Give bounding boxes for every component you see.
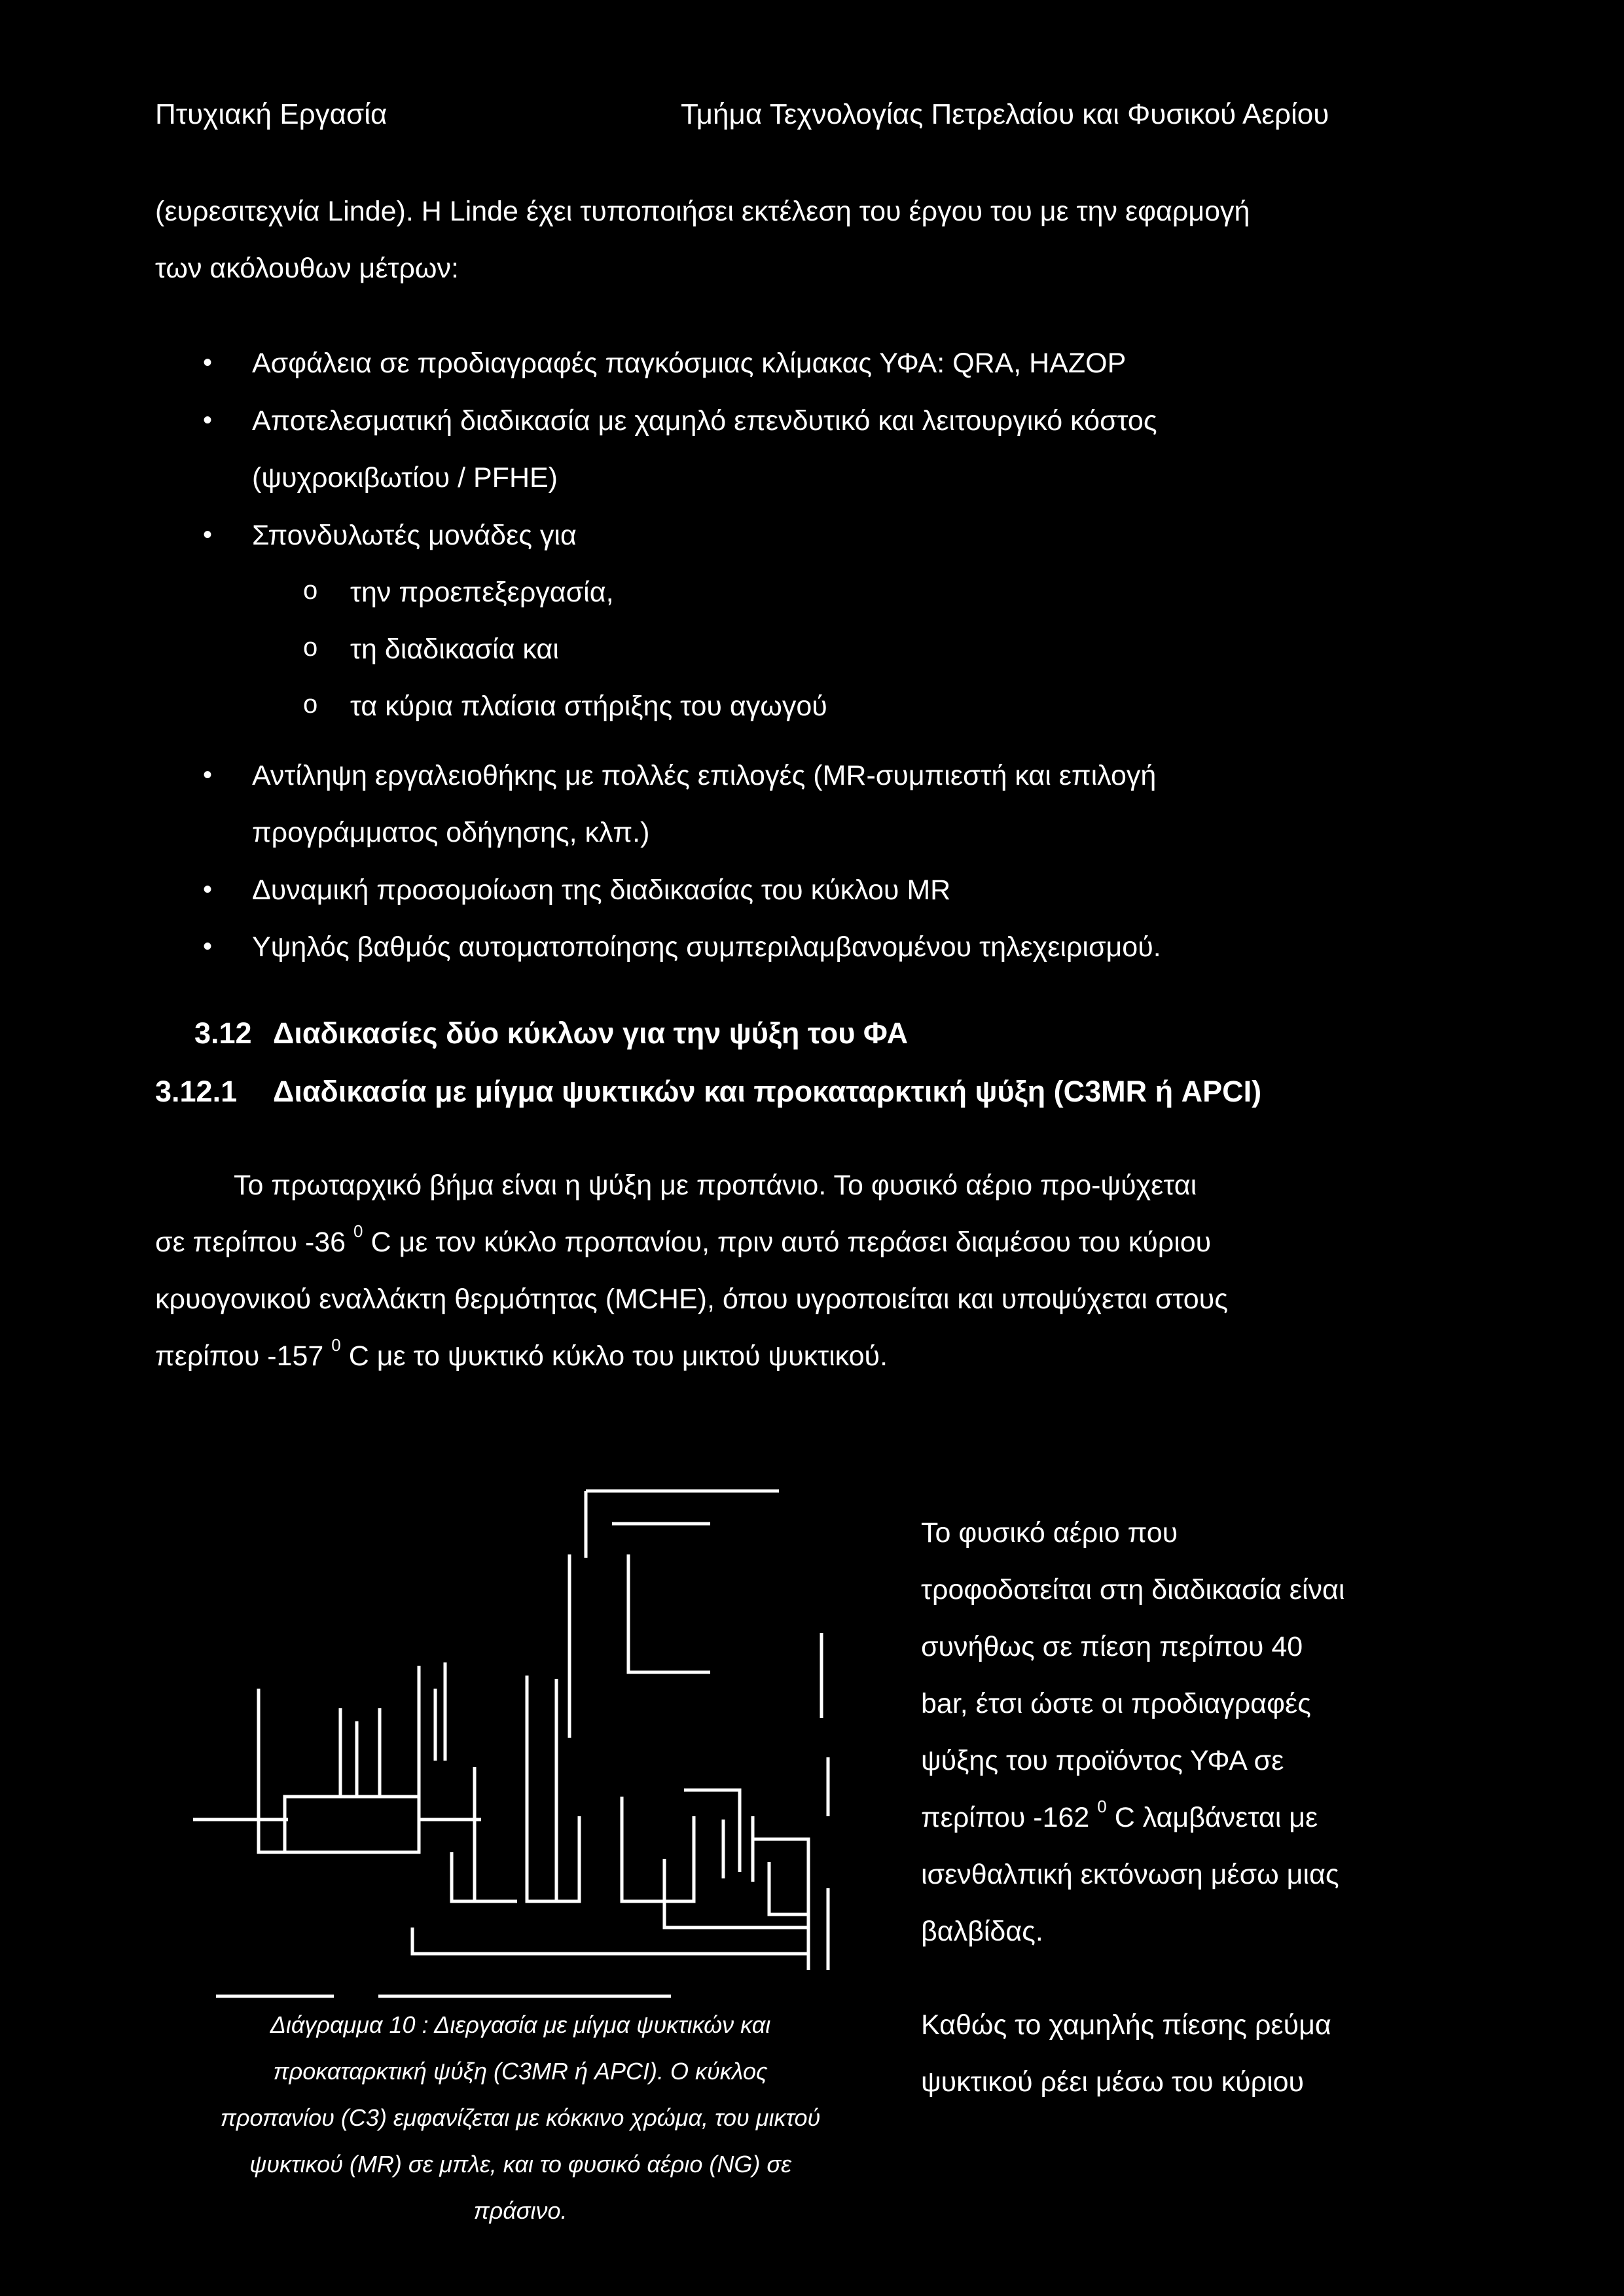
side-line: περίπου -162 $^0$ C λαμβάνεται με	[921, 1797, 1318, 1833]
figure-caption-line: Διάγραμμα 10 : Διεργασία με μίγμα ψυκτικών και	[270, 2011, 771, 2038]
bullet-item: Αποτελεσματική διαδικασία με χαμηλό επενδυτικό και λειτουργικό κόστος	[252, 405, 1157, 437]
section-title: Διαδικασίες δύο κύκλων για την ψύξη του ΦΑ	[273, 1016, 909, 1050]
bullet-item: Υψηλός βαθμός αυτοματοποίησης συμπεριλαμβανομένου τηλεχειρισμού.	[252, 931, 1161, 963]
sub-bullet-glyph: o	[303, 576, 318, 605]
section-number: 3.12	[194, 1016, 252, 1050]
intro-line-2: των ακόλουθων μέτρων:	[155, 253, 459, 284]
sub-bullet-glyph: o	[303, 633, 318, 662]
side-line: ψυκτικού ρέει μέσω του κύριου	[921, 2066, 1305, 2098]
side-line: bar, έτσι ώστε οι προδιαγραφές	[921, 1688, 1311, 1719]
bullet-item: Ασφάλεια σε προδιαγραφές παγκόσμιας κλίμακας ΥΦΑ: QRA, HAZOP	[252, 348, 1127, 379]
paragraph-line: κρυογονικού εναλλάκτη θερμότητας (MCHE), όπου υγροποιείται και υποψύχεται στους	[155, 1283, 1228, 1315]
bullet-glyph: •	[203, 406, 213, 435]
side-line: συνήθως σε πίεση περίπου 40	[921, 1631, 1303, 1662]
subsection-number: 3.12.1	[155, 1075, 238, 1108]
bullet-item: Δυναμική προσομοίωση της διαδικασίας του κύκλου MR	[252, 874, 951, 906]
side-line: βαλβίδας.	[921, 1916, 1043, 1947]
bullet-item-continued: προγράμματος οδήγησης, κλπ.)	[252, 817, 650, 848]
diagram-lines	[193, 1491, 828, 1996]
bullet-glyph: •	[203, 348, 213, 377]
side-line: ψύξης του προϊόντος ΥΦΑ σε	[921, 1745, 1284, 1776]
side-line: Καθώς το χαμηλής πίεσης ρεύμα	[921, 2009, 1331, 2041]
subsection-title: Διαδικασία με μίγμα ψυκτικών και προκαταρκτική ψύξη (C3MR ή APCI)	[273, 1075, 1262, 1108]
paragraph-line: περίπου -157 $^0$ C με το ψυκτικό κύκλο του μικτού ψυκτικού.	[155, 1335, 888, 1372]
figure-caption-line: πράσινο.	[473, 2197, 568, 2224]
bullet-item-continued: (ψυχροκιβωτίου / PFHE)	[252, 462, 558, 493]
figure-caption-line: προκαταρκτική ψύξη (C3MR ή APCI). Ο κύκλος	[273, 2058, 768, 2085]
sub-bullet-glyph: o	[303, 690, 318, 719]
bullet-item: Σπονδυλωτές μονάδες για	[252, 520, 577, 551]
figure-caption-line: ψυκτικού (MR) σε μπλε, και το φυσικό αέριο (NG) σε	[249, 2151, 791, 2178]
sub-bullet-item: τα κύρια πλαίσια στήριξης του αγωγού	[350, 691, 827, 722]
bullet-item: Αντίληψη εργαλειοθήκης με πολλές επιλογές (MR-συμπιεστή και επιλογή	[252, 760, 1157, 791]
bullet-glyph: •	[203, 520, 213, 549]
paragraph-line: σε περίπου -36 $^0$ C με τον κύκλο προπανίου, πριν αυτό περάσει διαμέσου του κύριου	[155, 1221, 1212, 1258]
sub-bullet-item: την προεπεξεργασία,	[350, 577, 614, 608]
paragraph-line: Το πρωταρχικό βήμα είναι η ψύξη με προπάνιο. Το φυσικό αέριο προ-ψύχεται	[234, 1170, 1197, 1201]
bullet-glyph: •	[203, 875, 213, 904]
bullet-glyph: •	[203, 932, 213, 961]
intro-line-1: (ευρεσιτεχνία Linde). Η Linde έχει τυποποιήσει εκτέλεση του έργου του με την εφαρμογή	[155, 196, 1250, 227]
bullet-glyph: •	[203, 761, 213, 789]
side-line: Το φυσικό αέριο που	[921, 1517, 1178, 1549]
header-left: Πτυχιακή Εργασία	[155, 98, 388, 130]
side-line: τροφοδοτείται στη διαδικασία είναι	[921, 1574, 1345, 1605]
side-line: ισενθαλπική εκτόνωση μέσω μιας	[921, 1859, 1339, 1890]
sub-bullet-item: τη διαδικασία και	[350, 634, 559, 665]
header-right: Τμήμα Τεχνολογίας Πετρελαίου και Φυσικού Αερίου	[681, 98, 1329, 130]
figure-caption-line: προπανίου (C3) εμφανίζεται με κόκκινο χρώμα, του μικτού	[220, 2104, 821, 2131]
